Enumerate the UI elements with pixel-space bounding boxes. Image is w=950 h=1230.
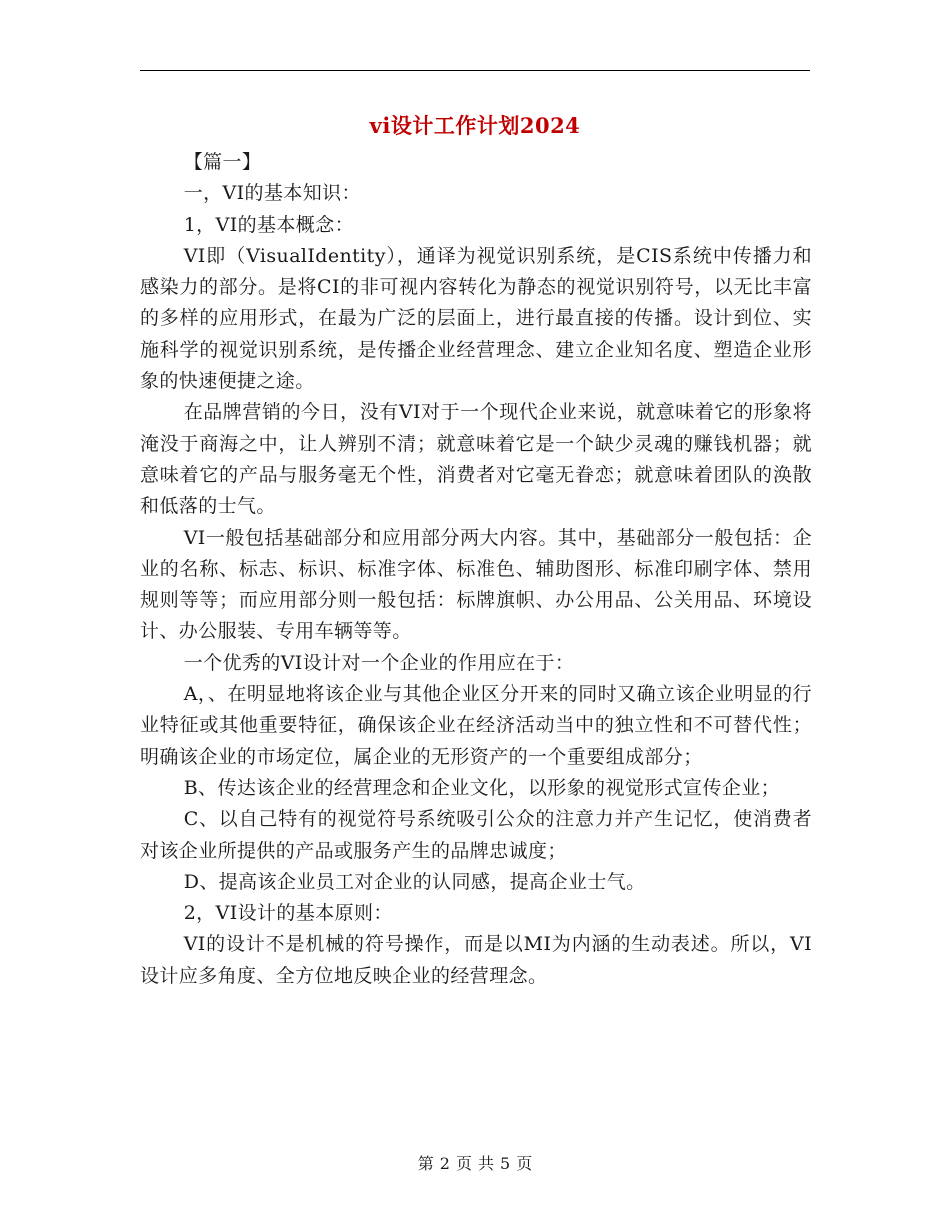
- paragraph: VI一般包括基础部分和应用部分两大内容。其中，基础部分一般包括：企业的名称、标志、标识、标准字体、标准色、辅助图形、标准印刷字体、禁用规则等等；而应用部分则一般包括：标牌旗帜、办公用品、公关用品、环境设计、办公服装、专用车辆等等。: [140, 526, 812, 643]
- heading-basic-concept: 1，VI的基本概念：: [183, 213, 355, 236]
- list-item-a: A，、在明显地将该企业与其他企业区分开来的同时又确立该企业明显的行业特征或其他重要特征，确保该企业在经济活动当中的独立性和不可替代性；明确该企业的市场定位，属企业的无形资产的一个重要组成部分；: [140, 683, 812, 768]
- document-title: vi设计工作计划2024: [369, 113, 581, 138]
- paragraph: 一个优秀的VI设计对一个企业的作用应在于：: [183, 651, 575, 674]
- document-body: [140, 147, 812, 992]
- section-heading: 【篇一】: [183, 151, 262, 173]
- footer-prefix: 第: [417, 1154, 434, 1173]
- footer-total-unit: 页: [516, 1154, 533, 1173]
- paragraph: 在品牌营销的今日，没有VI对于一个现代企业来说，就意味着它的形象将淹没于商海之中，让人辨别不清；就意味着它是一个缺少灵魂的赚钱机器；就意味着它的产品与服务毫无个性，消费者对它毫无眷恋；就意味着团队的涣散和低落的士气。: [140, 401, 812, 518]
- list-item-d: D、提高该企业员工对企业的认同感，提高企业士气。: [183, 870, 646, 893]
- page-number-footer: [0, 1152, 950, 1176]
- footer-page-unit: 页: [455, 1154, 472, 1173]
- header-rule: [140, 70, 810, 71]
- list-item-c: C、以自己特有的视觉符号系统吸引公众的注意力并产生记忆，使消费者对该企业所提供的产品或服务产生的品牌忠诚度；: [140, 808, 812, 862]
- heading-basic-knowledge: 一，VI的基本知识：: [183, 182, 361, 205]
- footer-page-number: 2: [439, 1154, 450, 1173]
- paragraph: VI即（VisualIdentity），通译为视觉识别系统，是CIS系统中传播力和感染力的部分。是将CI的非可视内容转化为静态的视觉识别符号，以无比丰富的多样的应用形式，在最为广泛的层面上，进行最直接的传播。设计到位、实施科学的视觉识别系统，是传播企业经营理念、建立企业知名度、塑造企业形象的快速便捷之途。: [140, 244, 812, 393]
- footer-total-pages: 5: [500, 1154, 511, 1173]
- footer-total-prefix: 共: [478, 1154, 495, 1173]
- list-item-b: B、传达该企业的经营理念和企业文化，以形象的视觉形式宣传企业；: [183, 776, 781, 799]
- paragraph: VI的设计不是机械的符号操作，而是以MI为内涵的生动表述。所以，VI设计应多角度、全方位地反映企业的经营理念。: [140, 933, 812, 987]
- heading-design-principles: 2，VI设计的基本原则：: [183, 902, 393, 925]
